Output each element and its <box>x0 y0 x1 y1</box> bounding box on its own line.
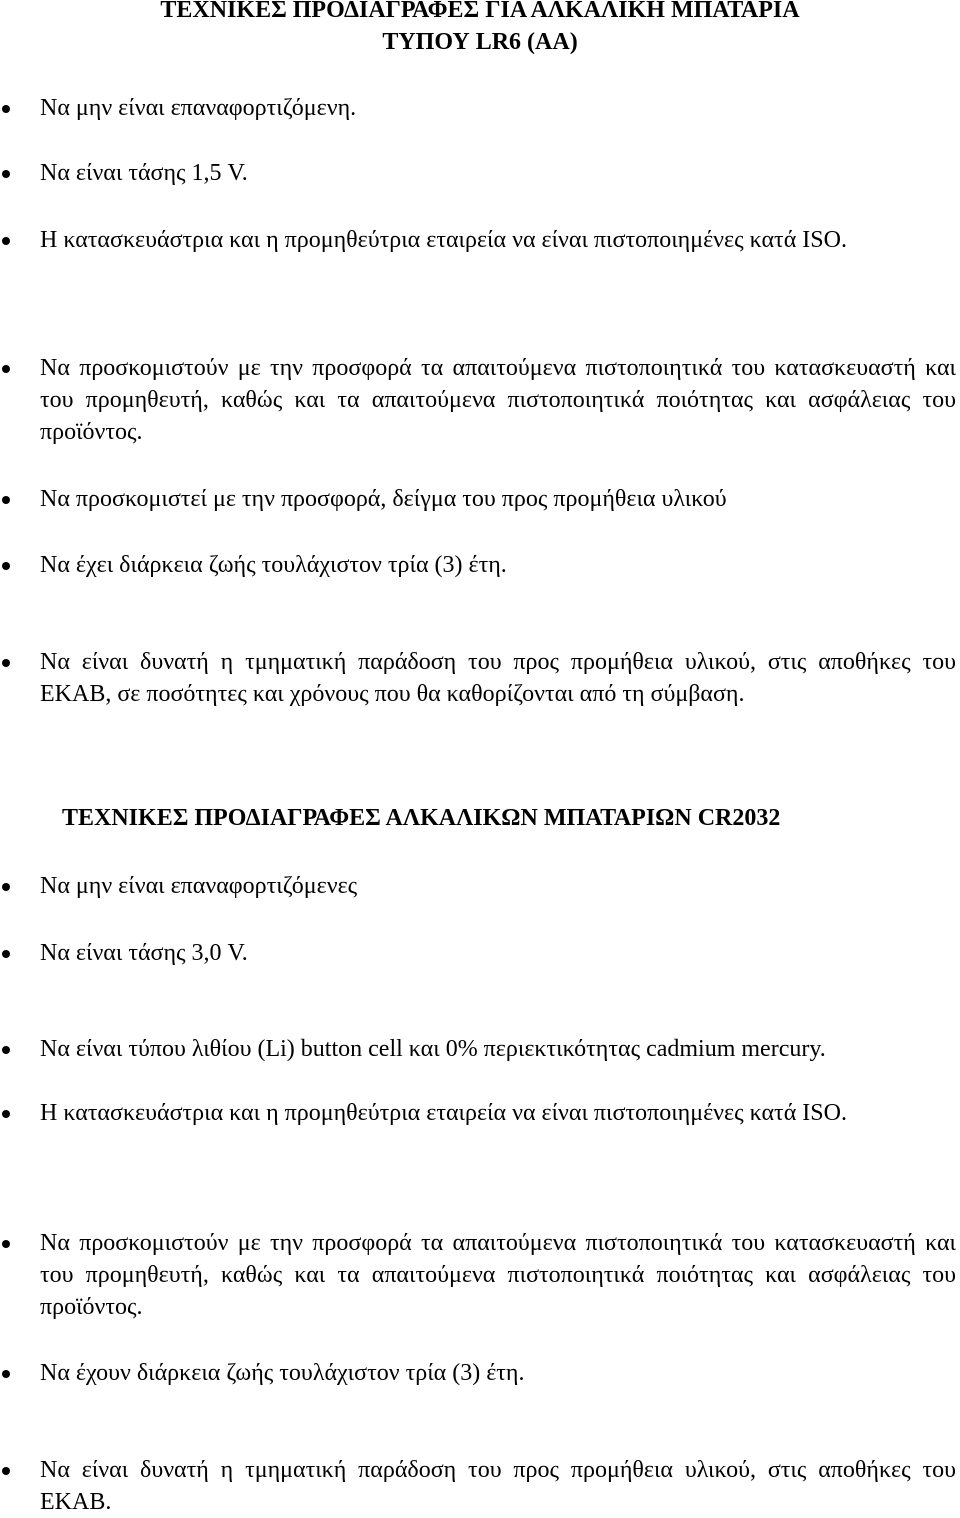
bullet-icon <box>2 1467 10 1475</box>
list-item-text: Να μην είναι επαναφορτιζόμενη. <box>40 95 357 121</box>
bullet-icon <box>2 496 10 504</box>
list-item-text: Να είναι τάσης 3,0 V. <box>40 940 248 966</box>
bullet-icon <box>2 105 10 113</box>
bullet-icon <box>2 1240 10 1248</box>
list-item-text: Να έχουν διάρκεια ζωής τουλάχιστον τρία (3) έτη. <box>40 1360 525 1386</box>
bullet-icon <box>2 659 10 667</box>
list-item-text: Να είναι δυνατή η τμηματική παράδοση του προς προμήθεια υλικού, στις αποθήκες του ΕΚΑΒ. <box>40 1457 956 1515</box>
bullet-icon <box>2 237 10 245</box>
list-item-text: Να προσκομιστεί με την προσφορά, δείγμα του προς προμήθεια υλικού <box>40 486 727 512</box>
bullet-icon <box>2 562 10 570</box>
list-item-text: Να προσκομιστούν με την προσφορά τα απαιτούμενα πιστοποιητικά του κατασκευαστή και του προμηθευτή, καθώς και τα απαιτούμενα πιστοποιητικά ποιότητας και ασφάλειας του προϊόντος. <box>40 355 956 445</box>
list-item-text: Να είναι τάσης 1,5 V. <box>40 160 248 186</box>
list-item-text: Η κατασκευάστρια και η προμηθεύτρια εταιρεία να είναι πιστοποιημένες κατά ISO. <box>40 227 847 253</box>
list-item-text: Η κατασκευάστρια και η προμηθεύτρια εταιρεία να είναι πιστοποιημένες κατά ISO. <box>40 1100 847 1126</box>
list-item-text: Να μην είναι επαναφορτιζόμενες <box>40 873 358 899</box>
bullet-icon <box>2 170 10 178</box>
bullet-icon <box>2 950 10 958</box>
section1-title <box>0 0 960 58</box>
bullet-icon <box>2 1370 10 1378</box>
bullet-icon <box>2 365 10 373</box>
section1-title-line1: ΤΕΧΝΙΚΕΣ ΠΡΟΔΙΑΓΡΑΦΕΣ ΓΙΑ ΑΛΚΑΛΙΚΗ ΜΠΑΤΑΡΙΑ <box>160 0 800 23</box>
bullet-icon <box>2 1110 10 1118</box>
list-item-text: Να προσκομιστούν με την προσφορά τα απαιτούμενα πιστοποιητικά του κατασκευαστή και του προμηθευτή, καθώς και τα απαιτούμενα πιστοποιητικά ποιότητας και ασφάλειας του προϊόντος. <box>40 1230 956 1320</box>
bullet-icon <box>2 883 10 891</box>
section2-title: ΤΕΧΝΙΚΕΣ ΠΡΟΔΙΑΓΡΑΦΕΣ ΑΛΚΑΛΙΚΩΝ ΜΠΑΤΑΡΙΩΝ CR2032 <box>62 805 781 831</box>
list-item-text: Να έχει διάρκεια ζωής τουλάχιστον τρία (3) έτη. <box>40 552 507 578</box>
bullet-icon <box>2 1046 10 1054</box>
list-item-text: Να είναι τύπου λιθίου (Li) button cell και 0% περιεκτικότητας cadmium mercury. <box>40 1036 826 1062</box>
list-item-text: Να είναι δυνατή η τμηματική παράδοση του προς προμήθεια υλικού, στις αποθήκες του ΕΚΑΒ, σε ποσότητες και χρόνους που θα καθορίζονται από τη σύμβαση. <box>40 649 956 707</box>
section1-title-line2: ΤΥΠΟΥ LR6 (AA) <box>382 29 578 55</box>
